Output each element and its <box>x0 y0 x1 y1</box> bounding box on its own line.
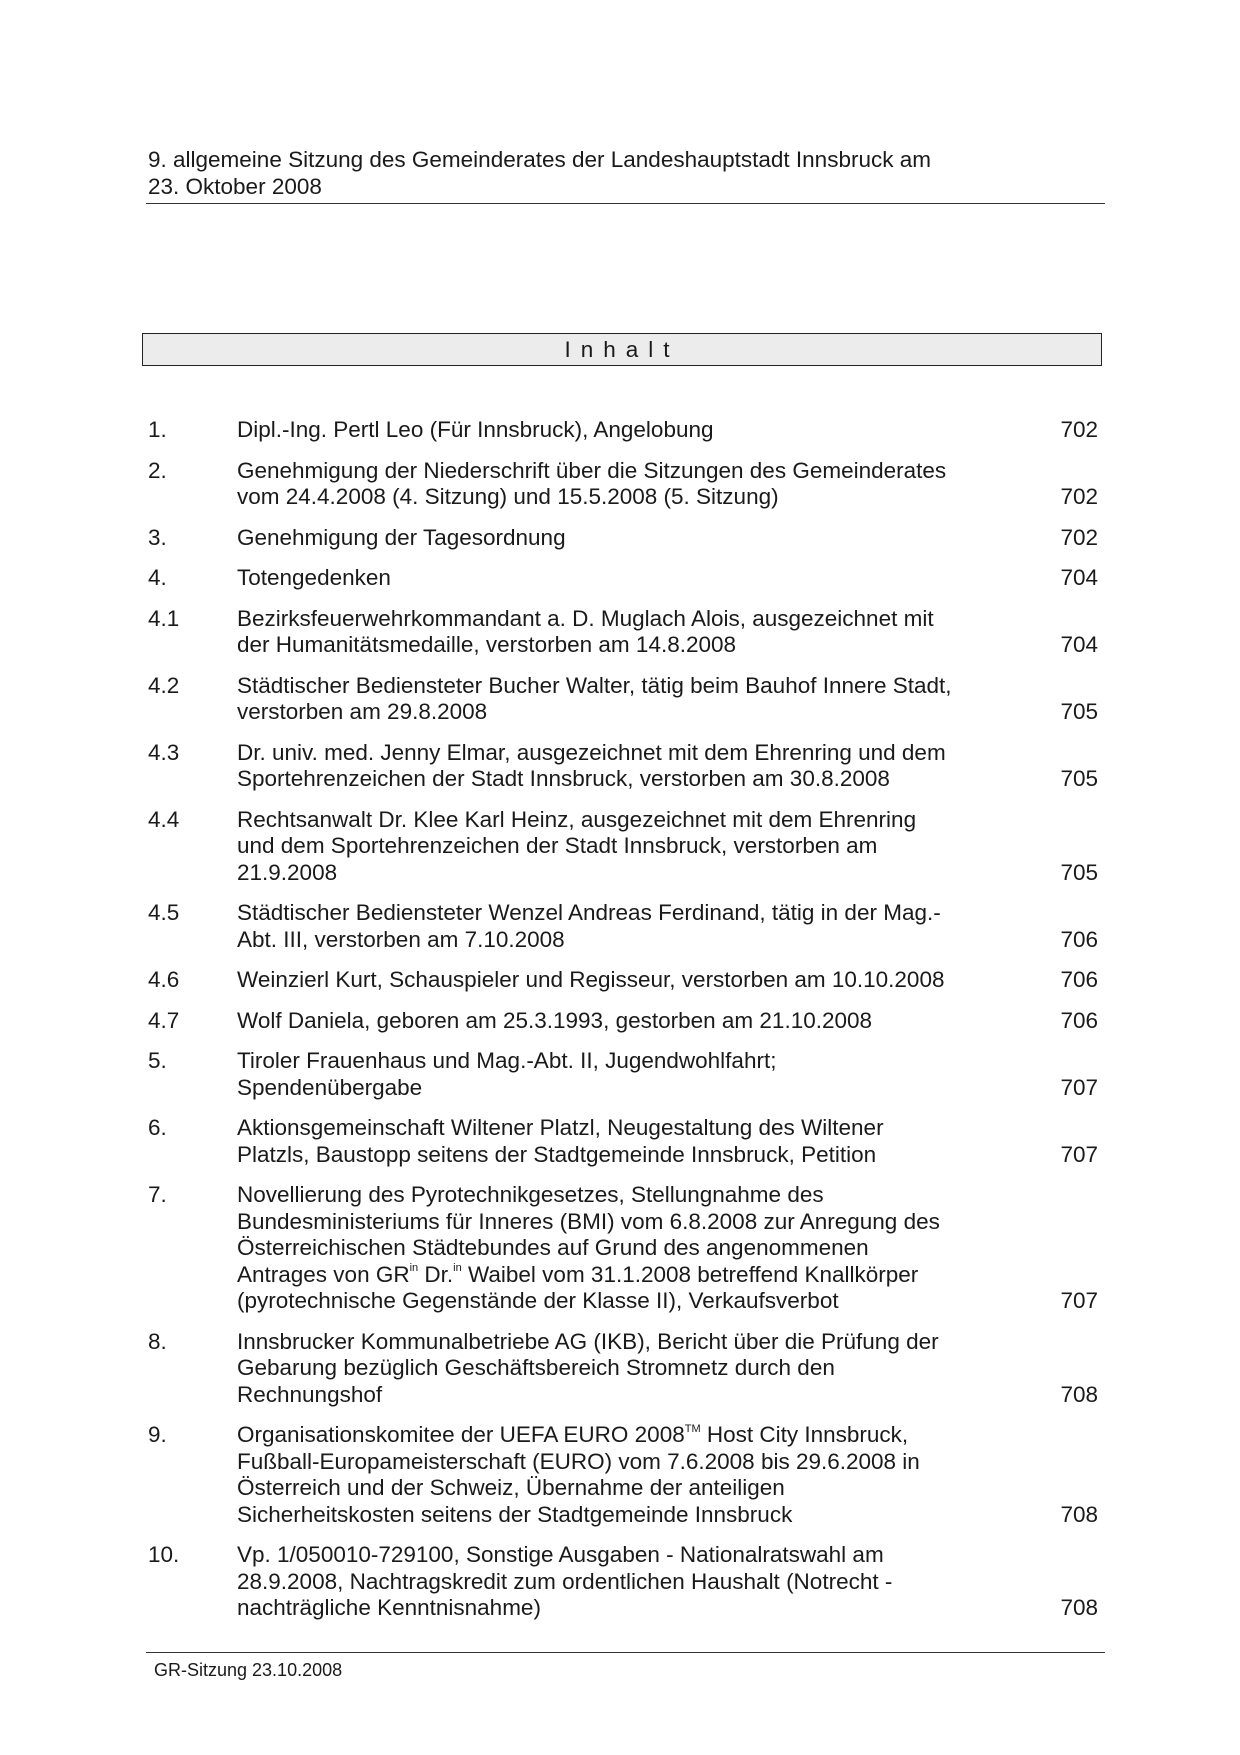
toc-entry-text-part: Dr. <box>418 1261 454 1287</box>
toc-entry <box>148 900 1098 953</box>
toc-entry-page: 706 <box>1060 926 1098 952</box>
toc-entry-page: 706 <box>1060 1007 1098 1033</box>
toc-entry <box>148 1115 1098 1168</box>
toc-entry <box>148 525 1098 552</box>
toc-entry <box>148 606 1098 659</box>
toc-entry-text: Städtischer Bediensteter Wenzel Andreas Ferdinand, tätig in der Mag.- Abt. III, verstorben am 7.10.2008 <box>237 900 941 952</box>
toc-entry-page: 702 <box>1060 417 1098 442</box>
superscript: in <box>453 1262 462 1274</box>
toc-entry-text: Bezirksfeuerwehrkommandant a. D. Muglach Alois, ausgezeichnet mit der Humanitätsmedaille, verstorben am 14.8.2008 <box>237 605 934 657</box>
toc-entry-text: Wolf Daniela, geboren am 25.3.1993, gestorben am 21.10.2008 <box>237 1007 873 1033</box>
toc-entry <box>148 458 1098 511</box>
toc-entry-number: 2. <box>148 457 167 483</box>
header-divider <box>146 203 1105 204</box>
toc-entry-page: 707 <box>1060 1074 1098 1100</box>
toc-entry-text: Vp. 1/050010-729100, Sonstige Ausgaben - Nationalratswahl am 28.9.2008, Nachtragskredit zum ordentlichen Haushalt (Notrecht - nachträgliche Kenntnisnahme) <box>237 1542 893 1620</box>
toc-entry-page: 704 <box>1060 632 1098 657</box>
toc-entry-page: 705 <box>1060 859 1098 885</box>
toc-entry <box>148 967 1098 994</box>
toc-entry <box>148 417 1098 444</box>
header-line-1: 9. allgemeine Sitzung des Gemeinderates der Landeshauptstadt Innsbruck am <box>148 147 931 172</box>
toc-entry-number: 6. <box>148 1115 167 1140</box>
document-header <box>148 146 1103 200</box>
toc-entry-text: Dipl.-Ing. Pertl Leo (Für Innsbruck), Angelobung <box>237 417 714 442</box>
toc-entry-page: 705 <box>1060 766 1098 791</box>
toc-entry-number: 1. <box>148 417 167 442</box>
toc-entry-number: 9. <box>148 1422 167 1447</box>
toc-entry-number: 4.5 <box>148 900 180 925</box>
header-line-2: 23. Oktober 2008 <box>148 174 322 199</box>
toc-entry <box>148 1182 1098 1315</box>
toc-entry-number: 7. <box>148 1182 167 1207</box>
toc-entry-page: 708 <box>1060 1501 1098 1527</box>
toc-entry-page: 706 <box>1060 967 1098 992</box>
toc-entry-text <box>237 1422 997 1528</box>
toc-entry <box>148 1048 1098 1101</box>
toc-entry-number: 4.6 <box>148 967 180 992</box>
toc-entry-page: 708 <box>1060 1595 1098 1620</box>
toc-entry-number: 4.1 <box>148 605 180 631</box>
toc-entry-text: Genehmigung der Niederschrift über die Sitzungen des Gemeinderates vom 24.4.2008 (4. Sitzung) und 15.5.2008 (5. Sitzung) <box>237 457 947 509</box>
toc-entry-page: 702 <box>1060 524 1098 550</box>
toc-entry-number: 4. <box>148 565 167 590</box>
toc-entry-number: 4.3 <box>148 739 180 765</box>
toc-entry <box>148 1542 1098 1622</box>
toc-entry-number: 5. <box>148 1048 167 1073</box>
page-footer: GR-Sitzung 23.10.2008 <box>154 1660 343 1680</box>
toc-entry-text: Weinzierl Kurt, Schauspieler und Regisseur, verstorben am 10.10.2008 <box>237 967 945 992</box>
section-title: Inhalt <box>564 337 680 362</box>
superscript: in <box>409 1262 419 1274</box>
toc-entry-number: 4.7 <box>148 1007 180 1033</box>
toc-entry-text-part: Novellierung des Pyrotechnikgesetzes, Stellungnahme des Bundesministeriums für Inneres (BMI) vom 6.8.2008 zur Anregung des Österreichischen Städtebundes auf Grund des angenommenen Antrages von GR <box>237 1182 940 1287</box>
toc-entry-page: 708 <box>1060 1381 1098 1407</box>
toc-entry-page: 707 <box>1060 1288 1098 1313</box>
toc-entry-text: Tiroler Frauenhaus und Mag.-Abt. II, Jugendwohlfahrt; Spendenübergabe <box>237 1048 777 1100</box>
toc-entry-text: Dr. univ. med. Jenny Elmar, ausgezeichnet mit dem Ehrenring und dem Sportehrenzeichen der Stadt Innsbruck, verstorben am 30.8.2008 <box>237 739 946 791</box>
toc-entry-number: 8. <box>148 1328 167 1354</box>
table-of-contents <box>148 417 1098 1622</box>
toc-entry <box>148 673 1098 726</box>
toc-entry-text-part: Waibel vom 31.1.2008 betreffend Knallkörper (pyrotechnische Gegenstände der Klasse II), Verkaufsverbot <box>237 1261 919 1313</box>
toc-entry-page: 707 <box>1060 1141 1098 1167</box>
toc-entry-number: 3. <box>148 524 167 550</box>
toc-entry-text: Städtischer Bediensteter Bucher Walter, tätig beim Bauhof Innere Stadt, verstorben am 29.8.2008 <box>237 672 952 724</box>
toc-entry-text: Aktionsgemeinschaft Wiltener Platzl, Neugestaltung des Wiltener Platzls, Baustopp seitens der Stadtgemeinde Innsbruck, Petition <box>237 1115 884 1167</box>
toc-entry-text: Genehmigung der Tagesordnung <box>237 524 566 550</box>
toc-entry-page: 704 <box>1060 565 1098 590</box>
toc-entry-text-part: Host City Innsbruck, Fußball-Europameisterschaft (EURO) vom 7.6.2008 bis 29.6.2008 in Österreich und der Schweiz, Übernahme der anteiligen Sicherheitskosten seitens der Stadtgemeinde Innsbruck <box>237 1422 920 1527</box>
toc-entry-text-part: Organisationskomitee der UEFA EURO 2008 <box>237 1422 685 1447</box>
section-title-box <box>142 333 1102 366</box>
toc-entry-text: Rechtsanwalt Dr. Klee Karl Heinz, ausgezeichnet mit dem Ehrenring und dem Sportehrenzeichen der Stadt Innsbruck, verstorben am 21.9.2008 <box>237 806 917 885</box>
toc-entry <box>148 1008 1098 1035</box>
toc-entry <box>148 807 1098 887</box>
toc-entry <box>148 565 1098 592</box>
toc-entry-text: Totengedenken <box>237 565 391 590</box>
toc-entry-page: 705 <box>1060 699 1098 724</box>
toc-entry-text: Innsbrucker Kommunalbetriebe AG (IKB), Bericht über die Prüfung der Gebarung bezüglich Geschäftsbereich Stromnetz durch den Rechnungshof <box>237 1328 939 1407</box>
toc-entry-text <box>237 1182 997 1315</box>
toc-entry-number: 4.2 <box>148 672 180 698</box>
footer-divider <box>146 1652 1105 1653</box>
toc-entry <box>148 1329 1098 1409</box>
toc-entry-page: 702 <box>1060 484 1098 509</box>
trademark-superscript: TM <box>684 1422 701 1435</box>
toc-entry <box>148 1422 1098 1528</box>
toc-entry-number: 10. <box>148 1542 180 1567</box>
toc-entry-number: 4.4 <box>148 806 180 832</box>
toc-entry <box>148 740 1098 793</box>
